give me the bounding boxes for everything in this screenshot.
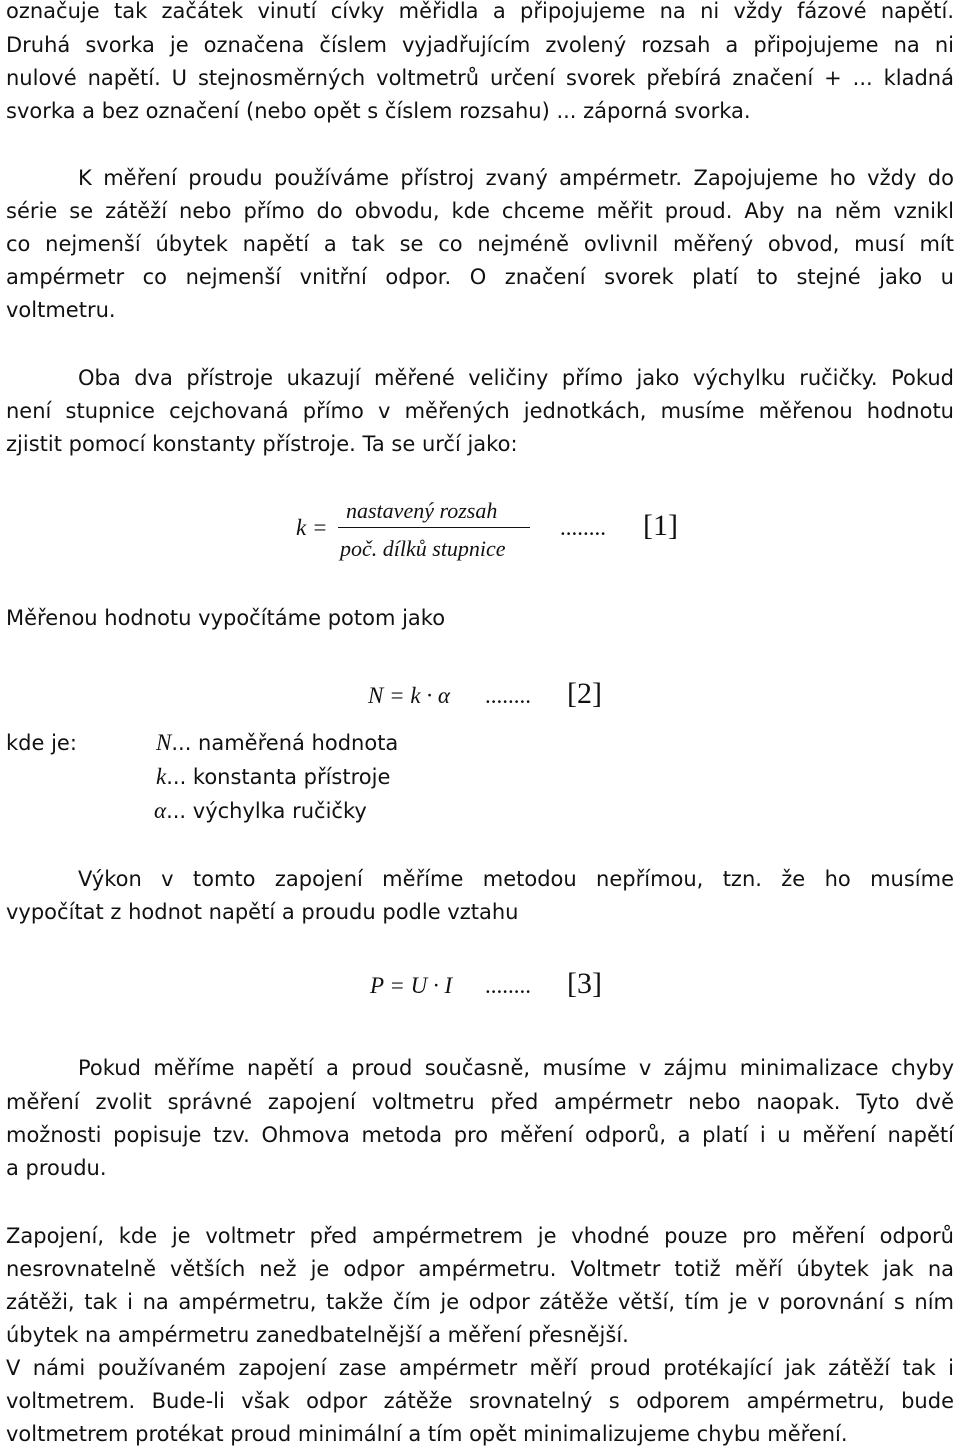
eq2-dots: ........ <box>485 683 531 708</box>
text-line: Pokud měříme napětí a proud současně, musíme v zájmu minimalizace chyby <box>78 1056 954 1080</box>
eq2-number: [2] <box>567 677 602 710</box>
defs-label: kde je: <box>6 731 77 755</box>
text-line: možnosti popisuje tzv. Ohmova metoda pro měření odporů, a platí i u měření napětí <box>6 1123 954 1147</box>
text-line: V námi používaném zapojení zase ampérmetr měří proud protékající jak zátěží tak i <box>6 1356 954 1380</box>
text-line: série se zátěží nebo přímo do obvodu, kde chceme měřit proud. Aby na něm vznikl <box>6 199 954 223</box>
def-item <box>154 794 367 828</box>
def-symbol: N <box>156 730 172 755</box>
def-text: ... naměřená hodnota <box>171 731 399 755</box>
text-line: zátěži, tak i na ampérmetru, takže čím je odpor zátěže větší, tím je v porovnání s ním <box>6 1290 954 1314</box>
text-line: Výkon v tomto zapojení měříme metodou nepřímou, tzn. že ho musíme <box>78 867 954 891</box>
eq3-expr: P = U · I <box>370 973 453 998</box>
text-line: měření zvolit správné zapojení voltmetru před ampérmetr nebo naopak. Tyto dvě <box>6 1090 954 1114</box>
text-line: není stupnice cejchovaná přímo v měřených jednotkách, musíme měřenou hodnotu <box>6 399 954 423</box>
text-line: ampérmetr co nejmenší vnitřní odpor. O značení svorek platí to stejné jako u <box>6 265 954 289</box>
text-line: Oba dva přístroje ukazují měřené veličiny přímo jako výchylku ručičky. Pokud <box>78 366 954 390</box>
text-line: voltmetrem protékat proud minimální a tím opět minimalizujeme chybu měření. <box>6 1422 848 1446</box>
text-line: co nejmenší úbytek napětí a tak se co nejméně ovlivnil měřený obvod, musí mít <box>6 232 954 256</box>
text-line: vypočítat z hodnot napětí a proudu podle vztahu <box>6 900 519 924</box>
text-line: K měření proudu používáme přístroj zvaný ampérmetr. Zapojujeme ho vždy do <box>78 166 954 190</box>
eq1-numerator: nastavený rozsah <box>346 498 498 523</box>
fraction-bar <box>338 527 530 528</box>
text-line: a proudu. <box>6 1156 107 1180</box>
eq3-number: [3] <box>567 967 602 1000</box>
eq1-denominator: poč. dílků stupnice <box>340 536 506 561</box>
def-text: ... konstanta přístroje <box>166 765 391 789</box>
text-line: Měřenou hodnotu vypočítáme potom jako <box>6 606 446 630</box>
text-line: Druhá svorka je označena číslem vyjadřujícím zvolený rozsah a připojujeme na ni <box>6 33 954 57</box>
text-line: svorka a bez označení (nebo opět s číslem rozsahu) ... záporná svorka. <box>6 99 751 123</box>
text-line: označuje tak začátek vinutí cívky měřidla a připojujeme na ni vždy fázové napětí. <box>6 0 954 23</box>
text-line: zjistit pomocí konstanty přístroje. Ta se určí jako: <box>6 432 518 456</box>
eq3-dots: ........ <box>485 973 531 998</box>
text-line: úbytek na ampérmetru zanedbatelnější a měření přesnější. <box>6 1323 629 1347</box>
text-line: nesrovnatelně větších než je odpor ampérmetru. Voltmetr totiž měří úbytek jak na <box>6 1257 954 1281</box>
def-symbol: k <box>156 764 167 789</box>
eq1-dots: ........ <box>560 515 606 540</box>
def-symbol: α <box>154 798 167 823</box>
def-text: ... výchylka ručičky <box>166 799 367 823</box>
text-line: nulové napětí. U stejnosměrných voltmetrů určení svorek přebírá značení + ... kladná <box>6 66 954 90</box>
eq2-expr: N = k · α <box>368 683 450 708</box>
text-line: Zapojení, kde je voltmetr před ampérmetrem je vhodné pouze pro měření odporů <box>6 1224 954 1248</box>
text-line: voltmetru. <box>6 298 116 322</box>
text-line: voltmetrem. Bude-li však odpor zátěže srovnatelný s odporem ampérmetru, bude <box>6 1389 954 1413</box>
def-item <box>156 760 390 794</box>
def-item <box>156 726 398 760</box>
eq1-lhs: k = <box>296 515 328 540</box>
eq1-number: [1] <box>643 509 678 542</box>
